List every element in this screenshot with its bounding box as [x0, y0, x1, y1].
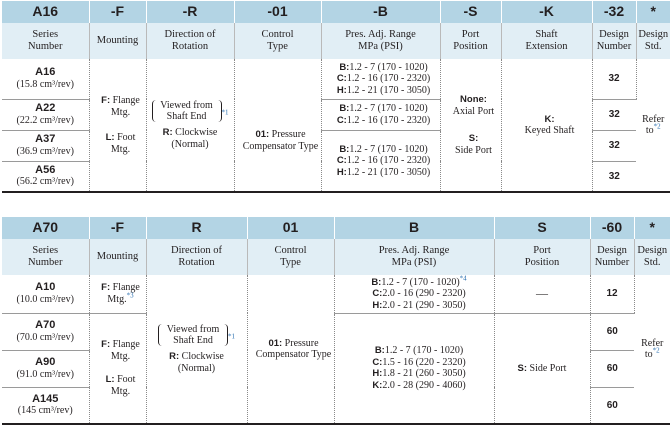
- viewed-from-label: Viewed from Shaft End: [152, 100, 222, 122]
- rotation-cell: Viewed from Shaft End $^{*1}$ R: Clockwise (Normal): [146, 275, 247, 424]
- header-control: Control Type: [247, 239, 334, 275]
- design-cell: 32: [608, 170, 620, 182]
- header-mounting: Mounting: [89, 23, 146, 59]
- spec-table-a16: [2, 1, 670, 193]
- header-design: Design Number: [592, 23, 636, 59]
- header-series: Series Number: [2, 23, 89, 59]
- range-cell: B:1.2 - 7 (170 - 1020)$^{*4}$ C:2.0 - 16 (290 - 2320) H:2.0 - 21 (290 - 3050): [334, 275, 494, 313]
- mounting-cell: F: Flange Mtg.$^{*3}$: [89, 275, 146, 313]
- port-cell: —: [494, 275, 590, 313]
- design-cell: 32: [592, 59, 636, 99]
- table-row: [2, 313, 670, 350]
- code-mounting: -F: [89, 1, 146, 23]
- design-cell: 12: [590, 275, 634, 313]
- header-shaft: Shaft Extension: [501, 23, 592, 59]
- code-std: *: [636, 1, 670, 23]
- port-cell: None: Axial Port S: Side Port: [440, 59, 501, 192]
- code-series: A70: [2, 217, 89, 239]
- header-design: Design Number: [590, 239, 634, 275]
- series-cell: A90 (91.0 cm³/rev): [2, 350, 89, 387]
- code-rotation: R: [146, 217, 247, 239]
- code-port: S: [494, 217, 590, 239]
- port-cell: S: Side Port: [494, 313, 590, 424]
- code-std: *: [634, 217, 670, 239]
- header-row: [2, 239, 670, 275]
- viewed-from-label: Viewed from Shaft End: [158, 324, 228, 346]
- control-cell: 01: Pressure Compensator Type: [247, 275, 334, 424]
- header-std: Design Std.: [634, 239, 670, 275]
- code-mounting: -F: [89, 217, 146, 239]
- design-cell: 60: [606, 399, 618, 411]
- table-row: [2, 275, 670, 313]
- header-series: Series Number: [2, 239, 89, 275]
- header-port: Port Position: [440, 23, 501, 59]
- header-rotation: Direction of Rotation: [146, 23, 234, 59]
- series-cell: A37 (36.9 cm³/rev): [2, 130, 89, 161]
- header-port: Port Position: [494, 239, 590, 275]
- code-port: -S: [440, 1, 501, 23]
- header-row: [2, 23, 670, 59]
- rotation-cell: Viewed from Shaft End $^{*1}$ R: Clockwise (Normal): [146, 59, 234, 192]
- code-series: A16: [2, 1, 89, 23]
- series-cell: A56 (56.2 cm³/rev): [2, 161, 89, 192]
- series-cell: A70 (70.0 cm³/rev): [2, 313, 89, 350]
- series-cell: A10 (10.0 cm³/rev): [2, 275, 89, 313]
- range-cell: B:1.2 - 7 (170 - 1020) C:1.2 - 16 (170 - 2320) H:1.2 - 21 (170 - 3050): [321, 130, 440, 192]
- range-cell: B:1.2 - 7 (170 - 1020) C:1.5 - 16 (220 - 2320) H:1.8 - 21 (260 - 3050) K:2.0 - 28 (290 - 4060): [334, 313, 494, 424]
- code-control: -01: [234, 1, 321, 23]
- code-design: -60: [590, 217, 634, 239]
- control-cell: 01: Pressure Compensator Type: [234, 59, 321, 192]
- range-cell: B:1.2 - 7 (170 - 1020) C:1.2 - 16 (170 - 2320): [321, 99, 440, 130]
- header-pressure: Pres. Adj. Range MPa (PSI): [321, 23, 440, 59]
- title-row: [2, 217, 670, 239]
- design-cell: 60: [590, 350, 634, 387]
- header-control: Control Type: [234, 23, 321, 59]
- code-pressure: -B: [321, 1, 440, 23]
- header-std: Design Std.: [636, 23, 670, 59]
- design-cell: 60: [590, 313, 634, 350]
- code-pressure: B: [334, 217, 494, 239]
- mounting-cell: F: Flange Mtg. L: Foot Mtg.: [89, 59, 146, 192]
- series-cell: A22 (22.2 cm³/rev): [2, 99, 89, 130]
- std-cell: Refer to$^{*2}$: [641, 337, 664, 360]
- header-mounting: Mounting: [89, 239, 146, 275]
- shaft-cell: K: Keyed Shaft: [501, 59, 592, 192]
- std-cell: Refer to$^{*2}$: [642, 113, 665, 136]
- header-pressure: Pres. Adj. Range MPa (PSI): [334, 239, 494, 275]
- range-cell: B:1.2 - 7 (170 - 1020) C:1.2 - 16 (170 - 2320) H:1.2 - 21 (170 - 3050): [321, 59, 440, 99]
- title-row: [2, 1, 670, 23]
- code-shaft: -K: [501, 1, 592, 23]
- design-cell: 32: [592, 99, 636, 130]
- code-design: -32: [592, 1, 636, 23]
- header-rotation: Direction of Rotation: [146, 239, 247, 275]
- series-cell: A145 (145 cm³/rev): [2, 387, 89, 424]
- code-control: 01: [247, 217, 334, 239]
- mounting-cell: F: Flange Mtg. L: Foot Mtg.: [89, 313, 146, 424]
- table-row: [2, 59, 670, 99]
- code-rotation: -R: [146, 1, 234, 23]
- design-cell: 32: [592, 130, 636, 161]
- series-cell: A16 (15.8 cm³/rev): [2, 59, 89, 99]
- spec-table-a70: [2, 217, 670, 425]
